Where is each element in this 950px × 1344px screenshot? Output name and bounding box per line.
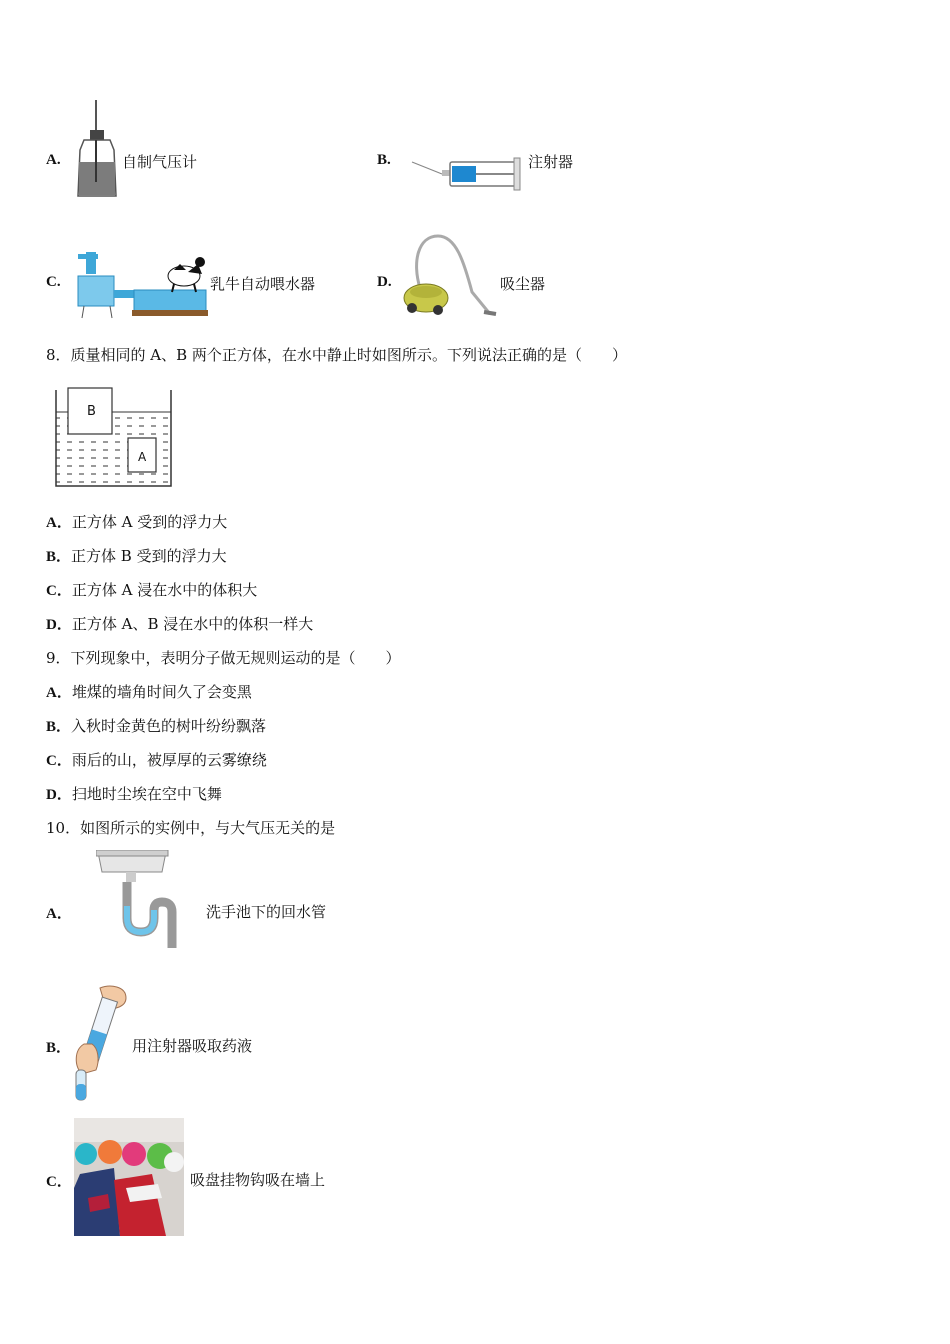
option-text: 吸盘挂物钩吸在墙上 (190, 1171, 326, 1189)
q9-stem: 9．下列现象中，表明分子做无规则运动的是（ ） (46, 649, 401, 667)
q8-option-d: D．正方体 A、B 浸在水中的体积一样大 (46, 615, 314, 633)
vacuum-cleaner-icon (398, 232, 498, 318)
syringe-icon (410, 148, 522, 198)
option-label: D. (377, 274, 392, 290)
option-text: 洗手池下的回水管 (206, 903, 327, 921)
q10-stem: 10．如图所示的实例中，与大气压无关的是 (46, 819, 336, 837)
q8-figure (54, 382, 174, 488)
option-text: 注射器 (528, 153, 574, 171)
option-text: 用注射器吸取药液 (132, 1037, 253, 1055)
q9-option-d: D．扫地时尘埃在空中飞舞 (46, 785, 222, 803)
cube-a-label: A (138, 450, 147, 464)
cow-water-feeder-icon (74, 246, 210, 320)
barometer-bottle-icon (72, 100, 122, 200)
option-label: B. (377, 152, 391, 168)
q8-option-b: B．正方体 B 受到的浮力大 (46, 547, 227, 565)
option-text: 自制气压计 (122, 153, 198, 171)
hand-syringe-icon (70, 984, 130, 1104)
suction-hook-photo-icon (74, 1118, 184, 1236)
q8-option-c: C．正方体 A 浸在水中的体积大 (46, 581, 258, 599)
q8-stem: 8．质量相同的 A、B 两个正方体，在水中静止时如图所示。下列说法正确的是（ ） (46, 346, 627, 364)
q9-option-c: C．雨后的山，被厚厚的云雾缭绕 (46, 751, 267, 769)
option-label: B． (46, 1040, 72, 1056)
option-text: 乳牛自动喂水器 (210, 275, 316, 293)
q9-option-b: B．入秋时金黄色的树叶纷纷飘落 (46, 717, 267, 735)
q9-option-a: A．堆煤的墙角时间久了会变黑 (46, 683, 252, 701)
option-text: 吸尘器 (500, 275, 546, 293)
option-label: A. (46, 152, 61, 168)
cube-b-label: B (87, 404, 96, 419)
option-label: A． (46, 906, 72, 922)
q8-option-a: A．正方体 A 受到的浮力大 (46, 513, 228, 531)
option-label: C. (46, 274, 61, 290)
sink-trap-pipe-icon (96, 850, 186, 950)
option-label: C． (46, 1174, 72, 1190)
